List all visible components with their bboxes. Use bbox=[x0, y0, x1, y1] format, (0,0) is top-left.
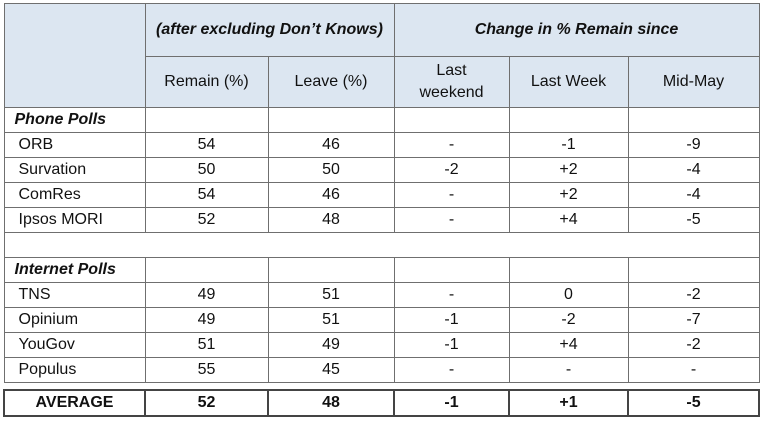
value-last-week: +4 bbox=[509, 333, 628, 358]
value-mid-may: -2 bbox=[628, 333, 759, 358]
value-leave: 51 bbox=[268, 308, 394, 333]
value-last-weekend: -2 bbox=[394, 158, 509, 183]
pollster-name: YouGov bbox=[4, 333, 145, 358]
value-leave: 46 bbox=[268, 133, 394, 158]
value-last-week: -1 bbox=[509, 133, 628, 158]
spacer-cell bbox=[4, 233, 759, 258]
section-header-row bbox=[4, 258, 759, 283]
value-remain: 49 bbox=[145, 283, 268, 308]
average-separator-row bbox=[4, 383, 759, 391]
pollster-name: TNS bbox=[4, 283, 145, 308]
value-last-week: +2 bbox=[509, 158, 628, 183]
header-corner-cell bbox=[4, 4, 145, 108]
value-last-weekend: - bbox=[394, 358, 509, 383]
value-leave: 46 bbox=[268, 183, 394, 208]
pollster-name: Ipsos MORI bbox=[4, 208, 145, 233]
table-row bbox=[4, 283, 759, 308]
empty-cell bbox=[145, 258, 268, 283]
col-header-last-week: Last Week bbox=[509, 57, 628, 108]
empty-cell bbox=[394, 258, 509, 283]
value-remain: 49 bbox=[145, 308, 268, 333]
col-header-leave: Leave (%) bbox=[268, 57, 394, 108]
value-leave: 45 bbox=[268, 358, 394, 383]
value-remain: 55 bbox=[145, 358, 268, 383]
col-header-mid-may: Mid-May bbox=[628, 57, 759, 108]
empty-cell bbox=[628, 258, 759, 283]
section-label: Internet Polls bbox=[4, 258, 145, 283]
average-last-week: +1 bbox=[509, 390, 628, 416]
value-remain: 50 bbox=[145, 158, 268, 183]
pollster-name: Survation bbox=[4, 158, 145, 183]
table-row bbox=[4, 333, 759, 358]
value-remain: 52 bbox=[145, 208, 268, 233]
col-header-remain: Remain (%) bbox=[145, 57, 268, 108]
average-row bbox=[4, 390, 759, 416]
average-leave: 48 bbox=[268, 390, 394, 416]
value-mid-may: -4 bbox=[628, 158, 759, 183]
value-last-week: +2 bbox=[509, 183, 628, 208]
value-last-weekend: - bbox=[394, 283, 509, 308]
pollster-name: ComRes bbox=[4, 183, 145, 208]
value-last-week: +4 bbox=[509, 208, 628, 233]
header-row-top bbox=[4, 4, 759, 57]
poll-table-container bbox=[3, 3, 758, 417]
empty-cell bbox=[268, 258, 394, 283]
separator-cell bbox=[4, 383, 759, 391]
value-mid-may: -9 bbox=[628, 133, 759, 158]
section-label: Phone Polls bbox=[4, 108, 145, 133]
value-leave: 51 bbox=[268, 283, 394, 308]
value-last-weekend: - bbox=[394, 208, 509, 233]
header-group-excluding: (after excluding Don’t Knows) bbox=[145, 4, 394, 57]
section-header-row bbox=[4, 108, 759, 133]
table-row bbox=[4, 158, 759, 183]
empty-cell bbox=[509, 258, 628, 283]
header-group-change: Change in % Remain since bbox=[394, 4, 759, 57]
value-last-weekend: - bbox=[394, 183, 509, 208]
table-row bbox=[4, 358, 759, 383]
value-mid-may: -4 bbox=[628, 183, 759, 208]
value-last-weekend: - bbox=[394, 133, 509, 158]
value-mid-may: -7 bbox=[628, 308, 759, 333]
table-row bbox=[4, 308, 759, 333]
value-last-weekend: -1 bbox=[394, 308, 509, 333]
value-mid-may: -5 bbox=[628, 208, 759, 233]
empty-cell bbox=[509, 108, 628, 133]
section-spacer-row bbox=[4, 233, 759, 258]
value-mid-may: - bbox=[628, 358, 759, 383]
col-header-last-weekend: Last weekend bbox=[394, 57, 509, 108]
average-last-weekend: -1 bbox=[394, 390, 509, 416]
average-remain: 52 bbox=[145, 390, 268, 416]
empty-cell bbox=[394, 108, 509, 133]
value-leave: 50 bbox=[268, 158, 394, 183]
value-last-weekend: -1 bbox=[394, 333, 509, 358]
poll-table bbox=[3, 3, 760, 417]
empty-cell bbox=[145, 108, 268, 133]
table-row bbox=[4, 183, 759, 208]
average-mid-may: -5 bbox=[628, 390, 759, 416]
value-remain: 54 bbox=[145, 183, 268, 208]
value-last-week: - bbox=[509, 358, 628, 383]
value-last-week: -2 bbox=[509, 308, 628, 333]
value-remain: 51 bbox=[145, 333, 268, 358]
value-remain: 54 bbox=[145, 133, 268, 158]
value-leave: 49 bbox=[268, 333, 394, 358]
value-leave: 48 bbox=[268, 208, 394, 233]
table-row bbox=[4, 208, 759, 233]
pollster-name: Populus bbox=[4, 358, 145, 383]
pollster-name: Opinium bbox=[4, 308, 145, 333]
empty-cell bbox=[628, 108, 759, 133]
pollster-name: ORB bbox=[4, 133, 145, 158]
table-row bbox=[4, 133, 759, 158]
average-label: AVERAGE bbox=[4, 390, 145, 416]
value-last-week: 0 bbox=[509, 283, 628, 308]
empty-cell bbox=[268, 108, 394, 133]
value-mid-may: -2 bbox=[628, 283, 759, 308]
